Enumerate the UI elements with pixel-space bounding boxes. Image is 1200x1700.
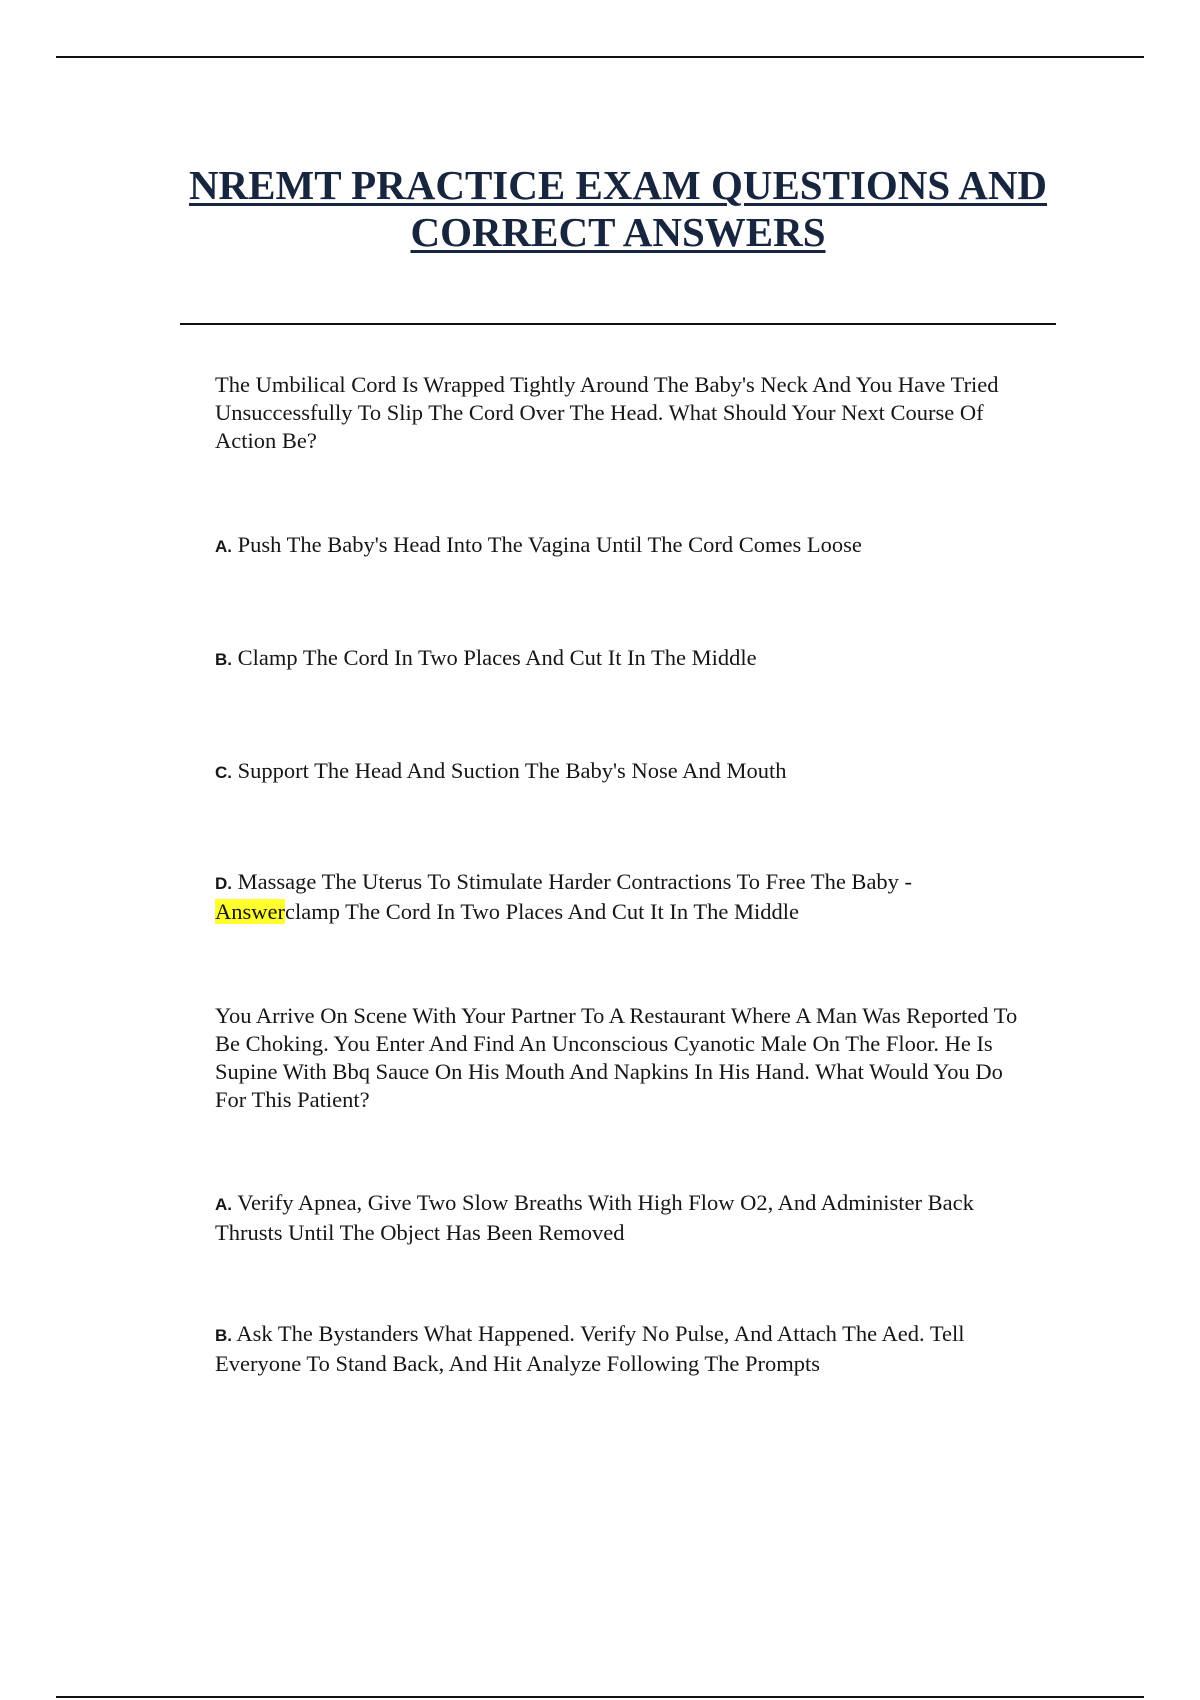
question-2-option-a	[215, 1189, 1035, 1247]
option-text: Ask The Bystanders What Happened. Verify No Pulse, And Attach The Aed. Tell Everyone To Stand Back, And Hit Analyze Following The Prompts	[215, 1321, 965, 1376]
question-1-prompt: The Umbilical Cord Is Wrapped Tightly Around The Baby's Neck And You Have Tried Unsuccessfully To Slip The Cord Over The Head. What Should Your Next Course Of Action Be?	[215, 372, 999, 453]
question-1-option-c	[215, 757, 1035, 787]
option-text: Support The Head And Suction The Baby's Nose And Mouth	[237, 758, 787, 783]
question-1-option-d	[215, 868, 1035, 926]
answer-label-highlight: Answer	[215, 899, 285, 924]
option-letter: A.	[215, 537, 232, 556]
document-title	[150, 162, 1086, 256]
option-letter: D.	[215, 874, 232, 893]
page-bottom-rule	[56, 1696, 1144, 1698]
option-letter: A.	[215, 1195, 232, 1214]
option-text: Push The Baby's Head Into The Vagina Until The Cord Comes Loose	[237, 532, 862, 557]
title-line-2: CORRECT ANSWERS	[410, 209, 826, 255]
question-2-prompt: You Arrive On Scene With Your Partner To A Restaurant Where A Man Was Reported To Be Choking. You Enter And Find An Unconscious Cyanotic Male On The Floor. He Is Supine With Bbq Sauce On His Mouth And Napkins In His Hand. What Would You Do For This Patient?	[215, 1003, 1018, 1112]
answer-text: clamp The Cord In Two Places And Cut It In The Middle	[284, 899, 799, 924]
option-text: Clamp The Cord In Two Places And Cut It In The Middle	[237, 645, 757, 670]
title-line-1: NREMT PRACTICE EXAM QUESTIONS AND	[188, 162, 1048, 208]
option-letter: B.	[215, 1326, 232, 1345]
question-1-option-b	[215, 644, 1035, 674]
option-letter: B.	[215, 650, 232, 669]
question-1-option-a	[215, 531, 1035, 561]
page-top-rule	[56, 56, 1144, 58]
option-letter: C.	[215, 763, 232, 782]
option-text: Verify Apnea, Give Two Slow Breaths With High Flow O2, And Administer Back Thrusts Until The Object Has Been Removed	[215, 1190, 974, 1245]
title-separator	[180, 323, 1056, 325]
option-text: Massage The Uterus To Stimulate Harder Contractions To Free The Baby -	[237, 869, 913, 894]
question-2-option-b	[215, 1320, 1035, 1378]
